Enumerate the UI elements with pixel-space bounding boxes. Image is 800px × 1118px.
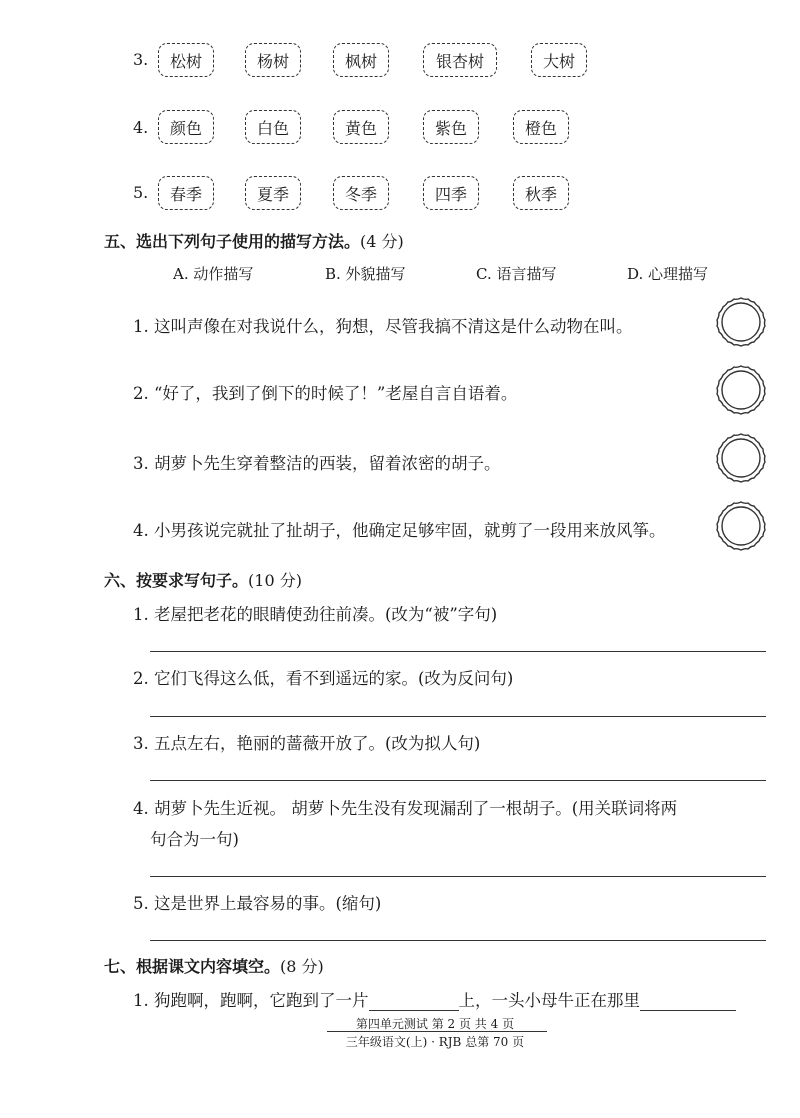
group-number: 4. bbox=[133, 118, 149, 137]
section7-title bbox=[104, 954, 324, 977]
word-box: 秋季 bbox=[513, 176, 569, 210]
s5-item-2: 2. “好了，我到了倒下的时候了！”老屋自言自语着。 bbox=[133, 384, 518, 403]
word-box: 杨树 bbox=[245, 43, 301, 77]
word-box: 银杏树 bbox=[423, 43, 497, 77]
option-a: A. 动作描写 bbox=[173, 265, 254, 283]
footer-page-info: 第四单元测试 第 2 页 共 4 页 bbox=[355, 1017, 515, 1031]
group-number: 3. bbox=[133, 50, 149, 69]
answer-circle[interactable] bbox=[715, 500, 767, 552]
word-box: 四季 bbox=[423, 176, 479, 210]
s6-item-1: 1. 老屋把老花的眼睛使劲往前凑。(改为“被”字句) bbox=[133, 605, 498, 624]
s7-item-1-part-a: 1. 狗跑啊，跑啊，它跑到了一片 bbox=[133, 991, 369, 1010]
section6-title bbox=[104, 568, 302, 591]
s5-item-1: 1. 这叫声像在对我说什么，狗想，尽管我搞不清这是什么动物在叫。 bbox=[133, 317, 633, 336]
s6-item-4: 4. 胡萝卜先生近视。 胡萝卜先生没有发现漏刮了一根胡子。(用关联词将两 bbox=[133, 799, 678, 818]
word-box: 黄色 bbox=[333, 110, 389, 144]
answer-circle[interactable] bbox=[715, 432, 767, 484]
section5-title bbox=[104, 229, 404, 252]
word-box: 大树 bbox=[531, 43, 587, 77]
section6-points: (10 分) bbox=[248, 571, 302, 590]
word-box: 冬季 bbox=[333, 176, 389, 210]
section7-points: (8 分) bbox=[280, 957, 324, 976]
answer-circle[interactable] bbox=[715, 364, 767, 416]
word-box: 松树 bbox=[158, 43, 214, 77]
group-number: 5. bbox=[133, 183, 149, 202]
s6-item-4-cont: 句合为一句) bbox=[150, 830, 239, 849]
word-box: 橙色 bbox=[513, 110, 569, 144]
section5-points: (4 分) bbox=[360, 232, 404, 251]
option-b: B. 外貌描写 bbox=[325, 265, 406, 283]
answer-line[interactable] bbox=[150, 716, 766, 717]
option-d: D. 心理描写 bbox=[627, 265, 709, 283]
fill-blank[interactable] bbox=[640, 992, 736, 1011]
word-box: 颜色 bbox=[158, 110, 214, 144]
answer-line[interactable] bbox=[150, 940, 766, 941]
fill-blank[interactable] bbox=[369, 992, 459, 1011]
option-c: C. 语言描写 bbox=[476, 265, 557, 283]
answer-line[interactable] bbox=[150, 651, 766, 652]
word-box: 白色 bbox=[245, 110, 301, 144]
s6-item-2: 2. 它们飞得这么低，看不到遥远的家。(改为反问句) bbox=[133, 669, 514, 688]
section7-title-text: 七、根据课文内容填空。 bbox=[104, 957, 281, 976]
s6-item-5: 5. 这是世界上最容易的事。(缩句) bbox=[133, 894, 382, 913]
word-box: 枫树 bbox=[333, 43, 389, 77]
section5-title-text: 五、选出下列句子使用的描写方法。 bbox=[104, 232, 361, 251]
word-box: 紫色 bbox=[423, 110, 479, 144]
word-box: 春季 bbox=[158, 176, 214, 210]
s6-item-3: 3. 五点左右，艳丽的蔷薇开放了。(改为拟人句) bbox=[133, 734, 481, 753]
s5-item-3: 3. 胡萝卜先生穿着整洁的西装，留着浓密的胡子。 bbox=[133, 454, 501, 473]
footer-total-pages: 三年级语文(上) · RJB 总第 70 页 bbox=[345, 1035, 525, 1049]
footer-divider bbox=[327, 1031, 547, 1032]
s5-item-4: 4. 小男孩说完就扯了扯胡子，他确定足够牢固，就剪了一段用来放风筝。 bbox=[133, 521, 666, 540]
s7-item-1-part-b: 上，一头小母牛正在那里 bbox=[458, 991, 640, 1010]
s7-item-1 bbox=[133, 987, 736, 1011]
answer-line[interactable] bbox=[150, 876, 766, 877]
answer-circle[interactable] bbox=[715, 296, 767, 348]
word-box: 夏季 bbox=[245, 176, 301, 210]
section6-title-text: 六、按要求写句子。 bbox=[104, 571, 249, 590]
answer-line[interactable] bbox=[150, 780, 766, 781]
